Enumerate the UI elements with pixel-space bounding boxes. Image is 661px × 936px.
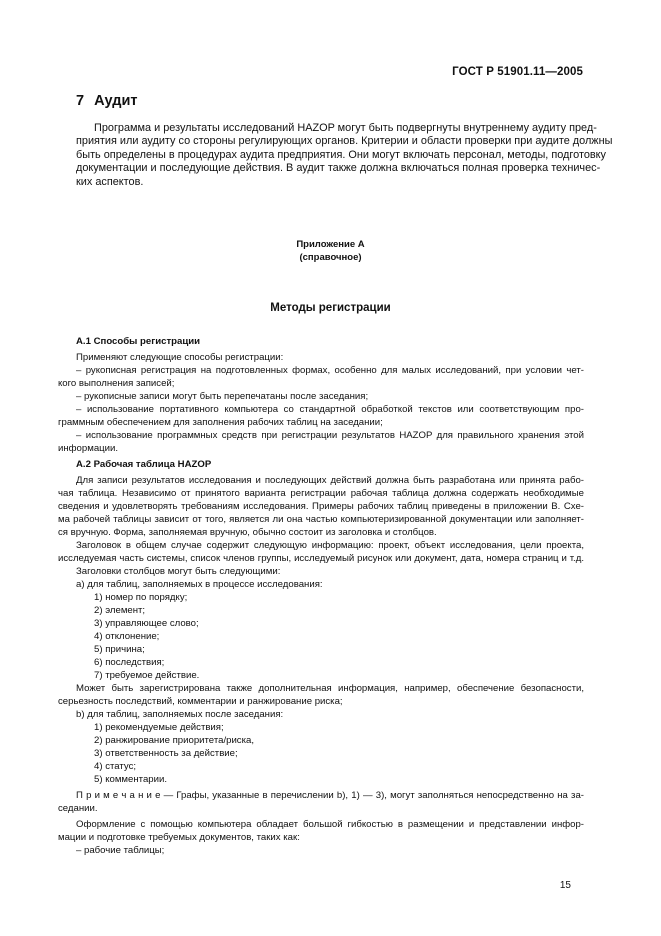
list-b-label: b) для таблиц, заполняемых после заседания:	[76, 709, 284, 720]
list-b-item: 5) комментарии.	[94, 774, 168, 785]
list-item: – использование программных средств при регистрации результатов HAZOP для правильного хранения этой	[76, 430, 584, 441]
paragraph-line: исследуемая часть системы, список членов группы, исследуемый рисунок или документ, дата, номера страниц и т.д.	[58, 553, 584, 564]
note-line: седании.	[58, 803, 98, 814]
paragraph-line: быть определены в процедурах аудита предприятия. Они могут включать персонал, методы, подготовку	[76, 148, 606, 161]
paragraph-line: сведения и удовлетворять требованиям исследования. Примеры рабочих таблиц приведены в приложении В. Схе-	[58, 501, 584, 512]
paragraph-line: серьезность последствий, комментарии и ранжирование риска;	[58, 696, 343, 707]
section-7-heading	[76, 93, 137, 109]
section-title: Аудит	[94, 93, 138, 109]
paragraph-line: приятия или аудиту со стороны регулирующих органов. Критерии и области проверки при аудите должны	[76, 135, 613, 148]
paragraph-line: Может быть зарегистрирована также дополнительная информация, например, обеспечение безопасности,	[76, 683, 584, 694]
paragraph-line: ся вручную. Форма, заполняемая вручную, обычно состоит из заголовка и столбцов.	[58, 527, 437, 538]
subsection-a1-heading: А.1 Способы регистрации	[76, 336, 201, 347]
paragraph-line: ма рабочей таблицы зависит от того, является ли она частью компьютеризированной документации или заполняет-	[58, 514, 584, 525]
list-item-continuation: граммным обеспечением для заполнения рабочих таблиц на заседании;	[58, 417, 383, 428]
list-item-continuation: кого выполнения записей;	[58, 378, 175, 389]
annex-title: Методы регистрации	[270, 302, 391, 314]
section-number: 7	[76, 93, 85, 109]
annex-label: Приложение А	[296, 239, 365, 250]
list-b-item: 3) ответственность за действие;	[94, 748, 238, 759]
list-b-item: 2) ранжирование приоритета/риска,	[94, 735, 255, 746]
paragraph-line: мации и подготовке требуемых документов, таких как:	[58, 832, 300, 843]
list-a-item: 2) элемент;	[94, 605, 146, 616]
list-item: – рабочие таблицы;	[76, 845, 165, 856]
paragraph-line: Оформление с помощью компьютера обладает большой гибкостью в размещении и представлении инфор-	[76, 819, 584, 830]
paragraph-line: Для записи результатов исследования и последующих действий должна быть разработана или принята рабо-	[76, 475, 584, 486]
page-number: 15	[559, 880, 571, 891]
list-a-item: 1) номер по порядку;	[94, 592, 188, 603]
document-header-id: ГОСТ Р 51901.11—2005	[452, 66, 583, 78]
list-a-item: 7) требуемое действие.	[94, 670, 200, 681]
list-item-continuation: информации.	[58, 443, 119, 454]
list-item: – рукописные записи могут быть перепечатаны после заседания;	[76, 391, 369, 402]
list-b-item: 1) рекомендуемые действия;	[94, 722, 224, 733]
list-item: – использование портативного компьютера со стандартной обработкой текстов или соответствующим про-	[76, 404, 584, 415]
list-a-item: 6) последствия;	[94, 657, 165, 668]
note-line: П р и м е ч а н и е — Графы, указанные в перечислении b), 1) — 3), могут заполняться непосредственно на за-	[76, 790, 584, 801]
list-a-item: 4) отклонение;	[94, 631, 160, 642]
list-b-item: 4) статус;	[94, 761, 137, 772]
paragraph-line: ких аспектов.	[76, 175, 144, 188]
list-a-item: 3) управляющее слово;	[94, 618, 199, 629]
annex-type: (справочное)	[299, 252, 362, 263]
list-item: – рукописная регистрация на подготовленных формах, особенно для малых исследований, при условии чет-	[76, 365, 584, 376]
section-7-paragraph	[76, 122, 613, 189]
subsection-a2-heading: А.2 Рабочая таблица HAZOP	[76, 459, 212, 470]
list-a-label: а) для таблиц, заполняемых в процессе исследования:	[76, 579, 323, 590]
paragraph-line: чая таблица. Независимо от принятого варианта регистрации рабочая таблица должна содержать необходимые	[58, 488, 584, 499]
paragraph-line: Заголовок в общем случае содержит следующую информацию: проект, объект исследования, цели проекта,	[76, 540, 584, 551]
paragraph-line: документации и последующие действия. В аудит также должна включаться полная проверка техничес-	[76, 162, 601, 175]
paragraph-line: Заголовки столбцов могут быть следующими:	[76, 566, 281, 577]
paragraph-line: Программа и результаты исследований HAZOP могут быть подвергнуты внутреннему аудиту пред-	[94, 122, 597, 134]
list-a-item: 5) причина;	[94, 644, 145, 655]
list-intro: Применяют следующие способы регистрации:	[76, 352, 284, 363]
